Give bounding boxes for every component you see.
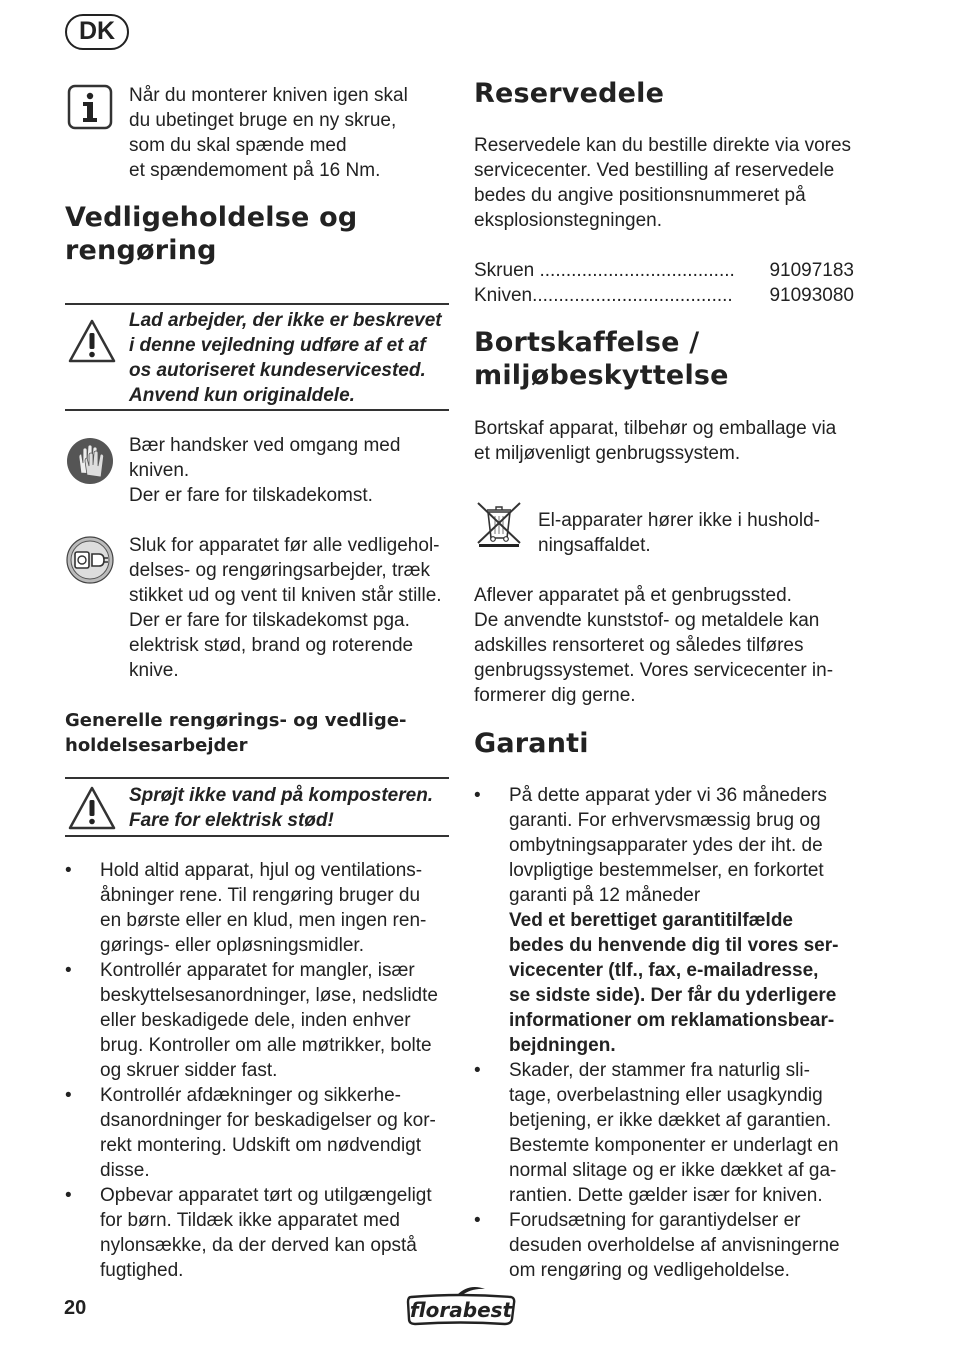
list-item: • På dette apparat yder vi 36 måneders garanti. For erhvervsmæssig brug og ombytningsapparater ydes der iht. de lovpligtige bestemmelser, en forkortet garanti på 12 måneder Ved et berettiget garantitilfælde bedes du henvende dig til vores ser- vicecenter (tlf., fax, e-mailadresse, se sidste side). Der får du yderligere informationer om reklamationsbear- bejdningen.: [474, 785, 839, 1056]
info-note: Når du monterer kniven igen skal du ubetinget bruge en ny skrue, som du skal spænde med et spændemoment på 16 Nm.: [129, 85, 408, 181]
unplug-note: Sluk for apparatet før alle vedligehol- delses- og rengøringsarbejder, træk stikket ud og vent til kniven står stille. Der er fare for tilskadekomst pga. elektrisk stød, brand og roterende knive.: [129, 535, 442, 681]
spare-part-row: Skruen ..................................... 91097183: [474, 260, 854, 281]
language-badge: DK: [65, 14, 129, 50]
divider: [65, 303, 449, 305]
list-item: • Hold altid apparat, hjul og ventilations- åbninger rene. Til rengøring bruger du en børste eller en klud, men ingen ren- gørings- eller opløsningsmidler.: [65, 860, 427, 956]
weee-crossed-bin-icon: [474, 500, 524, 548]
florabest-logo: [405, 1285, 517, 1327]
svg-text:florabest: florabest: [409, 1298, 513, 1322]
divider: [65, 409, 449, 411]
page-number: 20: [64, 1297, 87, 1319]
gloves-note: Bær handsker ved omgang med kniven. Der er fare for tilskadekomst.: [129, 435, 401, 506]
list-item: • Forudsætning for garantiydelser er desuden overholdelse af anvisningerne om rengøring og vedligeholdelse.: [474, 1210, 840, 1281]
divider: [65, 777, 449, 779]
warning-authorized-service: Lad arbejder, der ikke er beskrevet i denne vejledning udføre af et af os autoriseret kundeservicested. Anvend kun originaldele.: [129, 310, 442, 406]
weee-note: El-apparater hører ikke i hushold- ningsaffaldet.: [538, 510, 820, 556]
list-item: • Skader, der stammer fra naturlig sli- tage, overbelastning eller usagkyndig betjening, er ikke dækket af garantien. Bestemte komponenter er underlagt en normal slitage og er ikke dækket af ga- rantien. Dette gælder især for kniven.: [474, 1060, 839, 1206]
divider: [65, 835, 449, 837]
warranty-list: [474, 783, 864, 1283]
heading-warranty: Garanti: [474, 728, 589, 759]
warning-icon: [67, 785, 117, 831]
maintenance-list: [65, 858, 449, 1283]
recycle-text: Aflever apparatet på et genbrugssted. De anvendte kunststof- og metaldele kan adskilles rensorteret og således tilføres genbrugssystemet. Vores servicecenter in- formerer dig gerne.: [474, 585, 834, 706]
list-item: • Opbevar apparatet tørt og utilgængeligt for børn. Tildæk ikke apparatet med nylonsække, da der derved kan opstå fugtighed.: [65, 1185, 432, 1281]
gloves-icon: [66, 437, 114, 485]
spare-part-row: Kniven...................................... 91093080: [474, 285, 854, 306]
disposal-text: Bortskaf apparat, tilbehør og emballage via et miljøvenligt genbrugssystem.: [474, 418, 837, 464]
warning-icon: [67, 318, 117, 364]
subheading-general-cleaning: Generelle rengørings- og vedlige- holdelsesarbejder: [65, 710, 407, 756]
list-item: • Kontrollér afdækninger og sikkerhe- dsanordninger for beskadigelser og kor- rekt montering. Udskift om nødvendigt disse.: [65, 1085, 436, 1181]
info-icon: [67, 84, 113, 130]
warning-no-water: Sprøjt ikke vand på komposteren. Fare for elektrisk stød!: [129, 785, 434, 831]
spare-parts-list: [474, 258, 854, 308]
unplug-icon: [66, 536, 114, 584]
heading-maintenance: Vedligeholdelse og rengøring: [65, 202, 358, 266]
heading-spare-parts: Reservedele: [474, 78, 665, 109]
spare-parts-intro: Reservedele kan du bestille direkte via vores servicecenter. Ved bestilling af reservedele bedes du angive positionsnummeret på eksplosionstegningen.: [474, 135, 852, 231]
list-item: • Kontrollér apparatet for mangler, især beskyttelsesanordninger, løse, nedslidte eller beskadigede dele, inden enhver brug. Kontroller om alle møtrikker, bolte og skruer sidder fast.: [65, 960, 438, 1081]
heading-disposal: Bortskaffelse / miljøbeskyttelse: [474, 327, 729, 391]
